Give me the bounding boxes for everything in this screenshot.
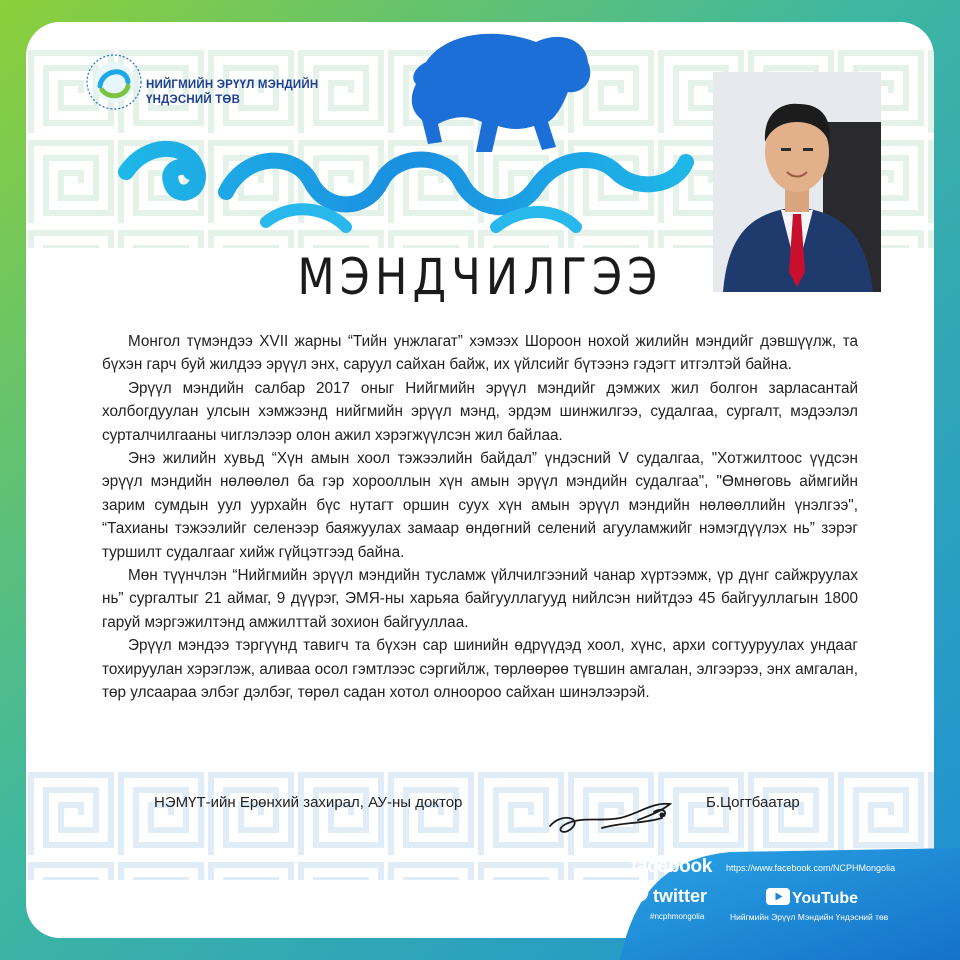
letter-paragraph: Мөн түүнчлэн “Нийгмийн эрүүл мэндийн тусламж үйлчилгээний чанар хүртээмж, үр дүнг сайжруулах нь” сургалтыг 21 аймаг, 9 дүүрэг, ЭМЯ-ны харьяа байгууллагууд нийлсэн нийтдээ 45 байгууллагын 1800 гаруй мэргэжилтэнд амжилттай зохион байгууллаа. [102, 567, 858, 631]
greeting-card [26, 22, 934, 938]
facebook-label[interactable]: facebook [631, 856, 713, 877]
letter-paragraph: Энэ жилийн хувьд “Хүн амын хоол тэжээлийн байдал” үндэсний V судалгаа, "Хотжилтоос үүдсэн эрүүл мэндийн нөлөөлөл ба гэр хорооллын хүн амын эрүүл мэндийн судалгаа", "Өмнөговь аймгийн зарим сумдын уул уурхайн бүс нутагт оршин суух хүн амын эрүүл мэндийн нөлөөллийн үнэлгээ", “Тахианы тэжээлийг селенээр баяжуулах замаар өндөгний селений агууламжийг нэмэгдүүлэх нь” зэрэг туршилт судалгааг хийж гүйцэтгээд байна. [102, 450, 858, 561]
letter-paragraph: Эрүүл мэндийн салбар 2017 оныг Нийгмийн эрүүл мэндийг дэмжих жил болгон зарласантай холбогдуулан улсын хэмжээнд нийгмийн эрүүл мэнд, эрдэм шинжилгээ, судалгаа, сургалт, мэдээлэл сурталчилгааны чиглэлээр олон ажил хэрэгжүүлсэн жил байлаа. [102, 379, 858, 444]
signatory-role: НЭМҮТ-ийн Ерөнхий захирал, АУ-ны доктор [154, 794, 463, 811]
org-name-line2: ҮНДЭСНИЙ ТӨВ [146, 94, 241, 106]
handwritten-signature [542, 782, 692, 842]
youtube-play-icon [766, 888, 790, 910]
greeting-letter [102, 330, 858, 705]
org-name [146, 78, 318, 108]
org-name-line1: НИЙГМИЙН ЭРҮҮЛ МЭНДИЙН [146, 79, 319, 91]
ncph-logo [84, 52, 144, 112]
facebook-url[interactable]: https://www.facebook.com/NCPHMongolia [726, 863, 896, 873]
youtube-caption: Нийгмийн Эрүүл Мэндийн Үндэсний төв [730, 912, 889, 922]
letter-paragraph: Монгол түмэндээ XVII жарны “Тийн унжлагат” хэмээх Шороон нохой жилийн мэндийг дэвшүүлж, та бүхэн гарч буй жилдээ эрүүл энх, саруул сайхан байж, их үйлсийг бүтээнэ гэдэгт итгэлтэй байна. [102, 333, 858, 374]
twitter-handle[interactable]: #ncphmongolia [650, 912, 705, 921]
twitter-link[interactable] [630, 886, 707, 908]
twitter-label: twitter [653, 886, 707, 906]
youtube-label: YouTube [792, 890, 859, 908]
dog-cloud-emblem [116, 22, 716, 262]
youtube-link[interactable] [766, 888, 858, 910]
greeting-title: МЭНДЧИЛГЭЭ [297, 248, 663, 306]
letter-paragraph: Эрүүл мэндээ тэргүүнд тавигч та бүхэн сар шинийн өдрүүдэд хоол, хүнс, архи согтууруулах ундааг тохируулан хэрэглэж, аливаа осол гэмтлээс сэргийлж, төрлөөрөө түвшин амгалан, элгээрээ, энх амгалан, төр улсаараа элбэг дэлбэг, төрөл садан хотол олноороо сайхан шинэлээрэй. [102, 637, 858, 702]
signatory-name: Б.Цогтбаатар [706, 794, 800, 811]
twitter-bird-icon [630, 887, 650, 908]
